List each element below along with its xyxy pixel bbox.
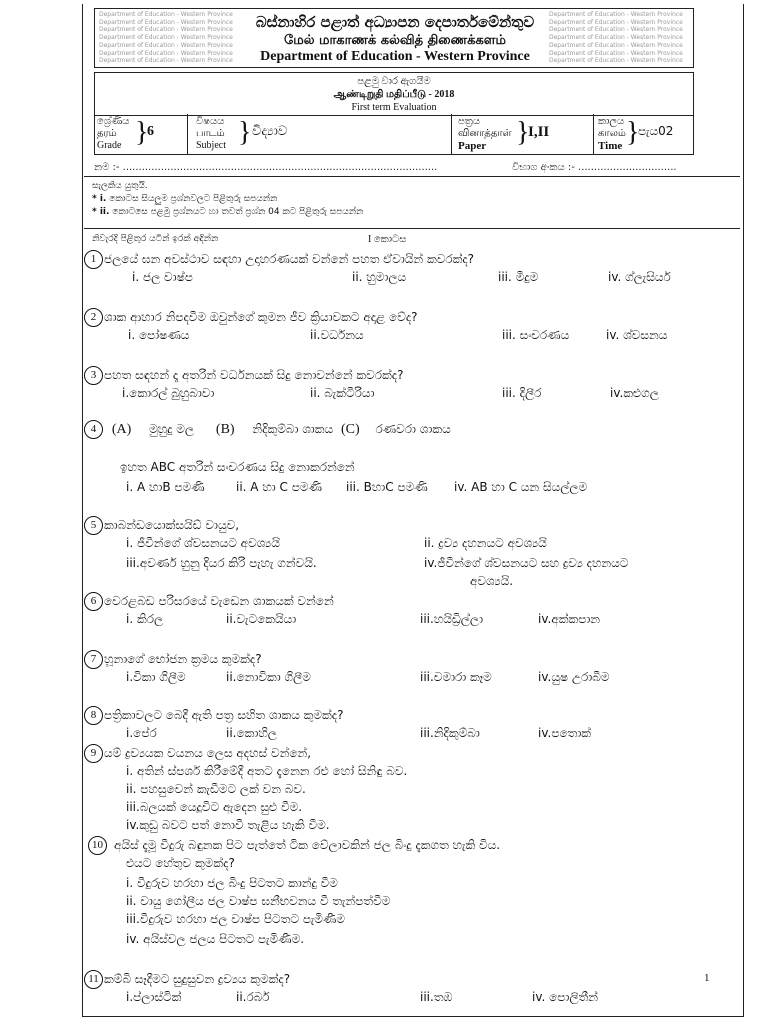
paper-brace: }	[516, 117, 530, 148]
q11-option-3[interactable]: iii.තඹ	[420, 990, 453, 1004]
subject-value: විද්‍යාව	[252, 124, 288, 139]
section-title: I කොටස	[368, 234, 407, 245]
grade-cell	[95, 114, 181, 154]
subject-label: විෂයය பாடம் Subject	[196, 116, 226, 151]
q9-option-4[interactable]: iv.කුඩු බවට පත් නොවී තැළිය හැකි වීම.	[126, 818, 330, 832]
question-number-6: 6	[84, 592, 103, 611]
q4-item-a: මුහුදු මල	[149, 422, 195, 436]
q2-option-3[interactable]: iii. සංචරණය	[502, 328, 570, 342]
question-1	[84, 250, 474, 269]
grade-value: 6	[147, 124, 154, 139]
banner-sinhala-title: බස්නාහිර පළාත් අධ්‍යාපන දෙපාර්තමේන්තුව	[255, 13, 535, 31]
grade-brace: }	[135, 117, 149, 148]
q4-option-1[interactable]: i. A හාB පමණි	[126, 480, 205, 494]
q6-option-4[interactable]: iv.අක්කපාන	[538, 612, 601, 626]
q4-label-c: (C)	[340, 422, 360, 437]
question-number-7: 7	[84, 650, 103, 669]
q11-option-2[interactable]: ii.රබර්	[236, 990, 270, 1004]
q1-option-4[interactable]: iv. ග්ලැසියර්	[608, 270, 671, 284]
q4-label-b: (B)	[215, 422, 235, 437]
exam-info-row	[94, 114, 694, 155]
q4-option-4[interactable]: iv. AB හා C යන සියල්ලම	[454, 480, 588, 494]
q4-option-3[interactable]: iii. BහාC පමණි	[346, 480, 428, 494]
q8-option-3[interactable]: iii.නිදිකුම්බා	[420, 726, 480, 740]
q9-option-2[interactable]: ii. පහසුවෙන් කැඩීමට ලක් වන බව.	[126, 782, 306, 796]
question-text-7: හූනාගේ භෝජන ක්‍රමය කුමක්ද?	[104, 652, 262, 666]
subject-brace: }	[238, 117, 252, 148]
name-row	[94, 162, 692, 173]
exam-title-box	[94, 72, 694, 116]
question-number-1: 1	[84, 250, 103, 269]
question-text-5: කාබන්ඩයොක්සයිඩ් වායුව,	[104, 518, 240, 532]
q2-option-2[interactable]: ii.වර්ධනය	[310, 328, 364, 342]
q3-option-1[interactable]: i.කොරල් බුහුබාවා	[122, 386, 215, 400]
banner-english-title: Department of Education - Western Province	[260, 49, 530, 64]
department-banner	[94, 8, 694, 68]
q11-option-4[interactable]: iv. පොලිතීන්	[532, 990, 599, 1004]
paper-cell	[451, 114, 592, 154]
time-label: කාලය காலம் Time	[598, 116, 626, 152]
q7-option-2[interactable]: ii.නොවිකා ගිලීම	[226, 670, 311, 684]
q4-option-2[interactable]: ii. A හා C පමණි	[236, 480, 322, 494]
time-value: පැය02	[638, 124, 674, 138]
q7-option-3[interactable]: iii.චමාරා කෑම	[420, 670, 492, 684]
header-divider	[84, 176, 740, 177]
q1-option-2[interactable]: ii. හුමාලය	[352, 270, 407, 284]
q4-item-b: නිදිකුම්බා ශාකය	[252, 422, 334, 436]
q9-option-3[interactable]: iii.බලයක් යෙදූවිට ඇදෙන සුළු වීම.	[126, 800, 303, 814]
q4-item-c: රණවරා ශාකය	[375, 422, 451, 436]
banner-watermark-left: Department of Education - Western Province Department of Education - Western Province Department of Education - Western Province Department of Education - Western Province Department of Education - Western Province Department of Education - Western Province Department of Education - Western Province	[99, 11, 233, 65]
question-9	[84, 744, 311, 763]
q2-option-4[interactable]: iv. ශ්වසනය	[606, 328, 668, 342]
question-text-8: පත්‍රිකාවලට බෙදී ඇති පත්‍ර සහිත ශාකය කුමක්ද?	[104, 708, 344, 722]
q3-option-2[interactable]: ii. බැක්ටීරියා	[310, 386, 375, 400]
exam-title-sinhala: පළමු වාර ඇගයීම	[357, 76, 431, 87]
name-field[interactable]: නම :- ...................................................................................................	[94, 162, 438, 173]
banner-titles	[245, 13, 545, 65]
subject-cell	[187, 114, 448, 154]
question-4	[84, 420, 451, 439]
q3-option-3[interactable]: iii. දිලීර	[502, 386, 542, 400]
index-number-field[interactable]: විභාග අංකය :- ...............................	[512, 162, 677, 173]
q8-option-1[interactable]: i.පේර	[126, 726, 157, 740]
question-11	[84, 970, 290, 989]
question-5	[84, 516, 239, 535]
q3-option-4[interactable]: iv.කළුගල	[610, 386, 659, 400]
q5-option-3[interactable]: iii.අවර්ණ හුනු දියර කිරි පැහැ ගන්වයි.	[126, 556, 317, 570]
question-number-4: 4	[84, 420, 103, 439]
question-number-3: 3	[84, 366, 103, 385]
question-2	[84, 308, 418, 327]
question-6	[84, 592, 334, 611]
question-text-3: පහත සඳහන් දෑ අතරින් වර්ධනයක් සිදු නොවන්නේ කවරක්ද?	[104, 368, 404, 382]
question-number-2: 2	[84, 308, 103, 327]
question-number-11: 11	[84, 970, 103, 989]
exam-title-english: First term Evaluation	[351, 102, 437, 113]
q5-option-4[interactable]: iv.ජීවීන්ගේ ශ්වසනයට සහ ද්‍රව්‍ය දහනයට	[424, 556, 629, 570]
question-3	[84, 366, 403, 385]
q10-option-4[interactable]: iv. අයිස්වල ජලය පිටතට පැමිණීම.	[126, 932, 305, 946]
q5-option-1[interactable]: i. ජීවීන්ගේ ශ්වසනයට අවශ්‍යයි	[126, 536, 280, 550]
q7-option-1[interactable]: i.විකා ගිලීම	[126, 670, 186, 684]
question-number-9: 9	[84, 744, 103, 763]
q9-option-1[interactable]: i. අතින් ස්පර්ශ කිරීමේදී අතට දැනෙන රළු හෝ සිනිඳු බව.	[126, 764, 408, 778]
question-10	[88, 836, 500, 855]
q10-option-1[interactable]: i. වීදුරුව හරහා ජල බිංදු පිටතට කාන්දු වීම	[126, 876, 338, 890]
question-text-9: යම් ද්‍රව්‍යයක වයනය ලෙස අදහස් වන්නේ,	[104, 746, 312, 760]
q10-subquestion: එයට හේතුව කුමක්ද?	[126, 856, 235, 870]
q10-option-2[interactable]: ii. වායු ගෝලීය ජල වාෂ්ප ඝනීභවනය වී තැන්පත්වීම	[126, 894, 391, 908]
q4-subquestion: ඉහත ABC අතරින් සංචරණය සිදු නොකරන්නේ	[120, 460, 355, 474]
question-text-1: ජලයේ ඝන අවස්ථාව සඳහා උදාහරණයක් වන්නේ පහත ඒවායින් කවරක්ද?	[104, 252, 475, 266]
q11-option-1[interactable]: i.ප්ලාස්ටික්	[126, 990, 182, 1004]
q5-option-2[interactable]: ii. ද්‍රව්‍ය දහනයට අවශ්‍යයි	[424, 536, 547, 550]
question-number-5: 5	[84, 516, 103, 535]
grade-label: ශ්‍රේණිය தரம் Grade	[97, 116, 130, 151]
q1-option-3[interactable]: iii. මීදුම	[498, 270, 539, 284]
paper-label: පත්‍රය வினாத்தாள் Paper	[458, 116, 512, 152]
page-number: 1	[704, 972, 710, 984]
paper-value: I,II	[528, 124, 550, 140]
q6-option-1[interactable]: i. කිරල	[126, 612, 164, 626]
question-text-11: කම්බි සෑදීමට සුදුසුවන ද්‍රව්‍යය කුමක්ද?	[104, 972, 291, 986]
notes-divider	[84, 228, 740, 229]
q5-option-4-cont: අවශ්‍යයි.	[470, 574, 514, 588]
question-number-10: 10	[88, 836, 107, 855]
question-text-6: වෙරළබඩ පරිසරයේ වැඩෙන ශාකයක් වන්නේ	[104, 594, 334, 608]
section-instruction: නිවැරදි පිළිතුර යටින් ඉරක් අඳින්න	[92, 234, 219, 244]
note-2: * ii. කොටසෙ පළමු ප්‍රශ්නයට හා තවත් ප්‍රශ්න 04 කට පිළිතුරු සපයන්න	[92, 207, 364, 217]
q1-option-1[interactable]: i. ජල වාෂ්ප	[132, 270, 193, 284]
question-8	[84, 706, 344, 725]
q8-option-2[interactable]: ii.කොහිල	[226, 726, 277, 740]
q6-option-2[interactable]: ii.වැටකෙයියා	[226, 612, 297, 626]
notes-heading: සැලකිය යුතුයි.	[92, 181, 148, 191]
q4-label-a: (A)	[111, 422, 132, 437]
note-1: * i. කොටස සියලුම ප්‍රශ්නවලට පිළිතුරු සපයන්න	[92, 194, 278, 204]
instructions-notes	[92, 180, 363, 219]
q8-option-4[interactable]: iv.පතොක්	[538, 726, 592, 740]
question-text-2: ශාක ආහාර නිපදවීම ඔවුන්ගේ කුමන ජීව ක්‍රියාවකට අදාළ වේද?	[104, 310, 418, 324]
q10-option-3[interactable]: iii.වීදුරුව හරහා ජල වාෂ්ප පිටතට පැමිණීම	[126, 912, 346, 926]
question-7	[84, 650, 262, 669]
question-text-10: අයිස් දැමූ වීදුරු බඳුනක පිට පැත්තේ ටික වේලාවකින් ජල බිංදු දැකගත හැකි විය.	[114, 838, 501, 852]
q7-option-4[interactable]: iv.යුෂ උරාබීම	[538, 670, 610, 684]
time-brace: }	[626, 117, 640, 148]
banner-watermark-right: Department of Education - Western Province Department of Education - Western Province Department of Education - Western Province Department of Education - Western Province Department of Education - Western Province Department of Education - Western Province Department of Education - Western Province	[549, 11, 683, 65]
q6-option-3[interactable]: iii.හයිඩ්‍රිල්ලා	[420, 612, 484, 626]
exam-title-tamil: ஆண்டிறுதி மதிப்பீடு - 2018	[333, 89, 455, 100]
banner-tamil-title: மேல் மாகாணக் கல்வித் திணைக்களம்	[284, 33, 506, 48]
q2-option-1[interactable]: i. පෝෂණය	[128, 328, 190, 342]
question-number-8: 8	[84, 706, 103, 725]
time-cell	[593, 114, 694, 154]
